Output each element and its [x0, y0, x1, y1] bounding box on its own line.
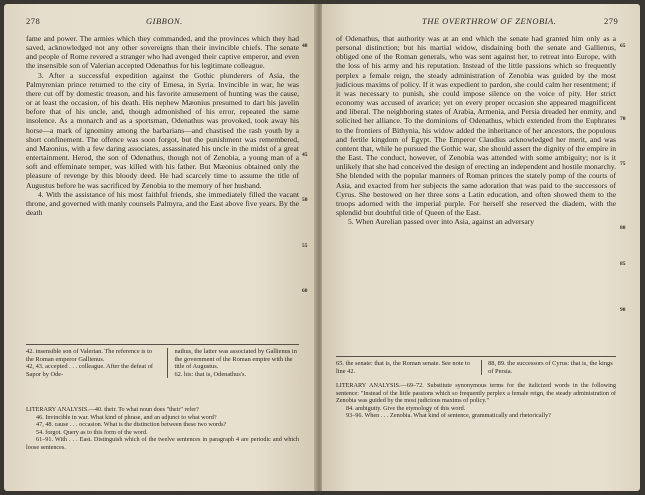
line-number-marker: 75 [620, 161, 626, 167]
right-paragraph: 5. When Aurelian passed over into Asia, against an adversary [348, 217, 535, 227]
left-body-text [26, 34, 299, 217]
analysis-item: LITERARY ANALYSIS.—69–72. Substitute synonymous terms for the italicized words in the following sentence: "Instead of the little passions which so frequently perplex a female reign, the steady administration of Zenobia was guided by the most judicious maxims of policy." [336, 382, 616, 405]
left-paragraph: fame and power. The armies which they commanded, and the provinces which they had saved, acknowledged not any other sovereigns than their invincible chiefs. The senate and people of Rome revered a stranger who had avenged their captive emperor, and even the insensible son of Valerian accepted Odenathus for his legitimate colleague. [26, 34, 299, 71]
left-literary-analysis [26, 406, 299, 452]
line-number-marker: 85 [620, 261, 626, 267]
line-number-marker: 80 [620, 225, 626, 231]
footnote: 65. the senate: that is, the Roman senate. See note to line 42. [336, 360, 470, 375]
right-page [322, 4, 640, 491]
analysis-item: 61–91. With . . . East. Distinguish which of the twelve sentences in paragraph 4 are periodic and which loose sentences. [26, 436, 299, 451]
line-number-marker: 90 [620, 307, 626, 313]
right-footnotes [336, 356, 616, 375]
right-literary-analysis [336, 382, 616, 420]
footnote: 62. his: that is, Odenathus's. [174, 370, 247, 378]
footnote: 42, 43. accepted . . . colleague. After the defeat of Sapor by Ode- [26, 363, 154, 378]
right-running-title: THE OVERTHROW OF ZENOBIA. [422, 16, 557, 26]
right-body-text [336, 34, 616, 226]
footnote: 88, 89. the successors of Cyrus: that is, the kings of Persia. [488, 360, 613, 375]
footnote: 42. insensible son of Valerian. The reference is to the Roman emperor Gallienus. [26, 348, 153, 363]
line-number-marker: 65 [620, 43, 626, 49]
line-number-marker: 70 [620, 116, 626, 122]
analysis-item: 54. forgot. Query as to this form of the word. [36, 428, 148, 436]
right-paragraph: of Odenathus, that authority was at an end which the senate had granted him only as a personal distinction; but his martial widow, disdaining both the senate and Gallienus, obliged one of the Roman generals, who was sent against her, to retreat into Europe, with the loss of his army and his reputation. Instead of the little passions which so frequently perplex a female reign, the steady administration of Zenobia was guided by the most judicious maxims of policy. If it was expedient to pardon, she could calm her resentment; if it was necessary to punish, she could impose silence on the voice of pity. Her strict economy was accused of avarice; yet on every proper occasion she appeared magnificent and liberal. The neighboring states of Arabia, Armenia, and Persia dreaded her enmity, and solicited her alliance. To the dominions of Odenathus, which extended from the Euphrates to the frontiers of Bithynia, his widow added the inheritance of her ancestors, the populous and fertile kingdom of Egypt. The Emperor Claudius acknowledged her merit, and was content that, while he pursued the Gothic war, she should assert the dignity of the empire in the East. The conduct, however, of Zenobia was attended with some ambiguity; nor is it unlikely that she had conceived the design of erecting an independent and hostile monarchy. She blended with the popular manners of Roman princes the stately pomp of the courts of Asia, and exacted from her subjects the same adoration that was paid to the successors of Cyrus. She bestowed on her three sons a Latin education, and often showed them to the troops adorned with the imperial purple. For herself she reserved the diadem, with the splendid but doubtful title of Queen of the East. [336, 34, 616, 217]
line-number-marker: 40 [302, 43, 308, 49]
line-number-marker: 60 [302, 288, 308, 294]
left-footnotes [26, 344, 299, 378]
line-number-marker: 55 [302, 243, 308, 249]
left-page [4, 4, 316, 491]
line-number-marker: 45 [302, 152, 308, 158]
analysis-item: 93–96. When . . . Zenobia. What kind of sentence, grammatically and rhetorically? [346, 412, 551, 420]
analysis-item: 46. Invincible in war. What kind of phrase, and an adjunct to what word? [36, 413, 217, 421]
analysis-item: LITERARY ANALYSIS.—40. their. To what noun does "their" refer? [26, 406, 199, 413]
left-page-number: 278 [26, 16, 41, 26]
left-paragraph: 4. With the assistance of his most faithful friends, she immediately filled the vacant throne, and governed with manly counsels Palmyra, and the East above five years. By the death [26, 189, 299, 217]
footnote: nathus, the latter was associated by Gallienus in the government of the Roman empire with the title of Augustus. [174, 348, 297, 371]
line-number-marker: 50 [302, 197, 308, 203]
right-page-number: 279 [604, 16, 619, 26]
analysis-item: 47, 48. cause . . . occasion. What is the distinction between these two words? [36, 421, 227, 429]
analysis-item: 84. ambiguity. Give the etymology of this word. [346, 404, 466, 412]
left-running-title: GIBBON. [146, 16, 183, 26]
left-paragraph: 3. After a successful expedition against the Gothic plunderers of Asia, the Palmyrenian prince returned to the city of Emesa, in Syria. Invincible in war, he was there cut off by domestic treason, and his favorite amusement of hunting was the cause, or at least the occasion, of his death. His nephew Mæonius presumed to dart his javelin before that of his uncle, and, though admonished of his error, repeated the same insolence. As a monarch and as a sportsman, Odenathus was provoked, took away his horse—a mark of ignominy among the barbarians—and chastised the rash youth by a short confinement. The offence was soon forgot, but the punishment was remembered, and Mæonius, with a few daring associates, assassinated his uncle in the midst of a great entertainment. Herod, the son of Odenathus, though not of Zenobia, a young man of a soft and effeminate temper, was killed with his father. But Mæonius obtained only the pleasure of revenge by this bloody deed. He had scarcely time to assume the title of Augustus before he was sacrificed by Zenobia to the memory of her husband. [26, 70, 299, 190]
